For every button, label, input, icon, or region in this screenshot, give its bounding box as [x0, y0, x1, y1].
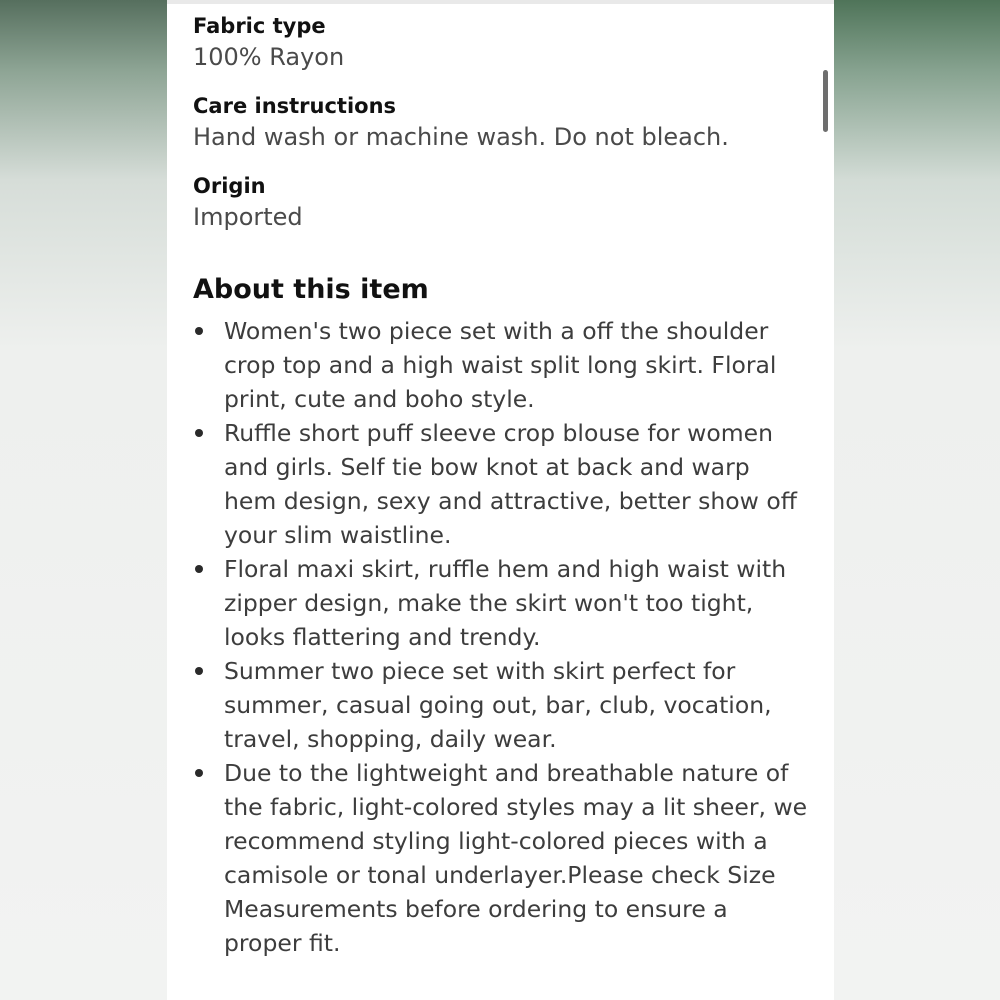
bullet-icon — [195, 769, 203, 777]
detail-label: Origin — [193, 174, 266, 198]
detail-fabric-type — [193, 12, 808, 74]
detail-label: Care instructions — [193, 94, 397, 118]
bullet-text: Due to the lightweight and breathable nature of the fabric, light-colored styles may a lit sheer, we recommend styling light-colored pieces with a camisole or tonal underlayer.Please check Size Measurements before ordering to ensure a proper fit. — [224, 759, 808, 957]
bullet-icon — [195, 327, 203, 335]
bullet-icon — [195, 565, 203, 573]
background-left — [0, 0, 167, 1000]
about-heading: About this item — [193, 274, 429, 305]
list-item — [193, 416, 808, 552]
bullet-icon — [195, 429, 203, 437]
about-bullet-list — [193, 314, 808, 960]
bullet-text: Ruffle short puff sleeve crop blouse for women and girls. Self tie bow knot at back and warp hem design, sexy and attractive, better show off your slim waistline. — [224, 419, 797, 549]
list-item — [193, 552, 808, 654]
detail-care-instructions — [193, 92, 808, 154]
scrollbar-thumb[interactable] — [823, 70, 828, 132]
product-details-screen[interactable] — [167, 0, 834, 1000]
top-divider — [167, 0, 834, 4]
detail-label: Fabric type — [193, 14, 326, 38]
list-item — [193, 314, 808, 416]
list-item — [193, 756, 808, 960]
bullet-text: Women's two piece set with a off the shoulder crop top and a high waist split long skirt. Floral print, cute and boho style. — [224, 317, 777, 413]
list-item — [193, 654, 808, 756]
background-right — [834, 0, 1000, 1000]
bullet-text: Floral maxi skirt, ruffle hem and high waist with zipper design, make the skirt won't too tight, looks flattering and trendy. — [224, 555, 787, 651]
detail-value: Hand wash or machine wash. Do not bleach. — [193, 123, 729, 151]
product-details-content — [193, 12, 808, 960]
detail-origin — [193, 172, 808, 234]
bullet-icon — [195, 667, 203, 675]
detail-value: 100% Rayon — [193, 43, 345, 71]
detail-value: Imported — [193, 203, 303, 231]
bullet-text: Summer two piece set with skirt perfect for summer, casual going out, bar, club, vocation, travel, shopping, daily wear. — [224, 657, 772, 753]
